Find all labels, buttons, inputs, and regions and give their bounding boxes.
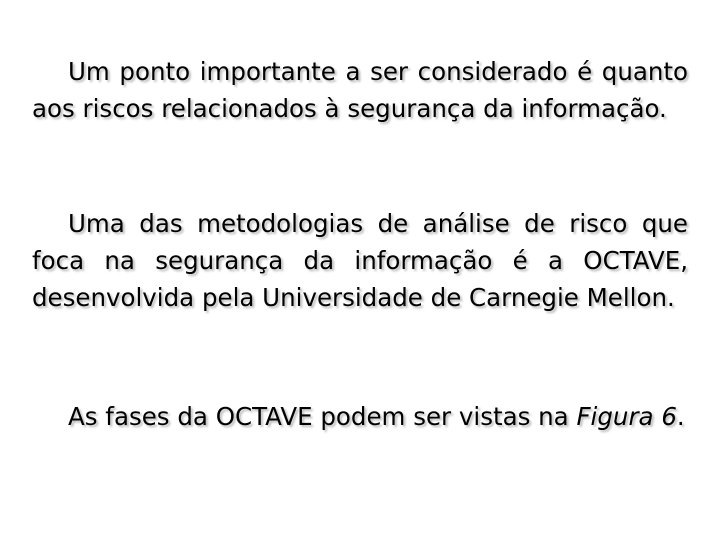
paragraph-octave: Uma das metodologias de análise de risco que foca na segurança da informação é a OCTAVE, desenvolvida pela Universidade de Carnegie Mellon. — [32, 209, 688, 312]
figure-reference-emphasis: Figura 6 — [576, 402, 677, 431]
paragraph-figure-reference — [32, 398, 688, 435]
figure-reference-text: As fases da OCTAVE podem ser vistas na — [68, 402, 577, 431]
figure-reference-period: . — [676, 402, 685, 431]
paragraph-risks: Um ponto importante a ser considerado é quanto aos riscos relacionados à segurança da informação. — [32, 57, 688, 123]
